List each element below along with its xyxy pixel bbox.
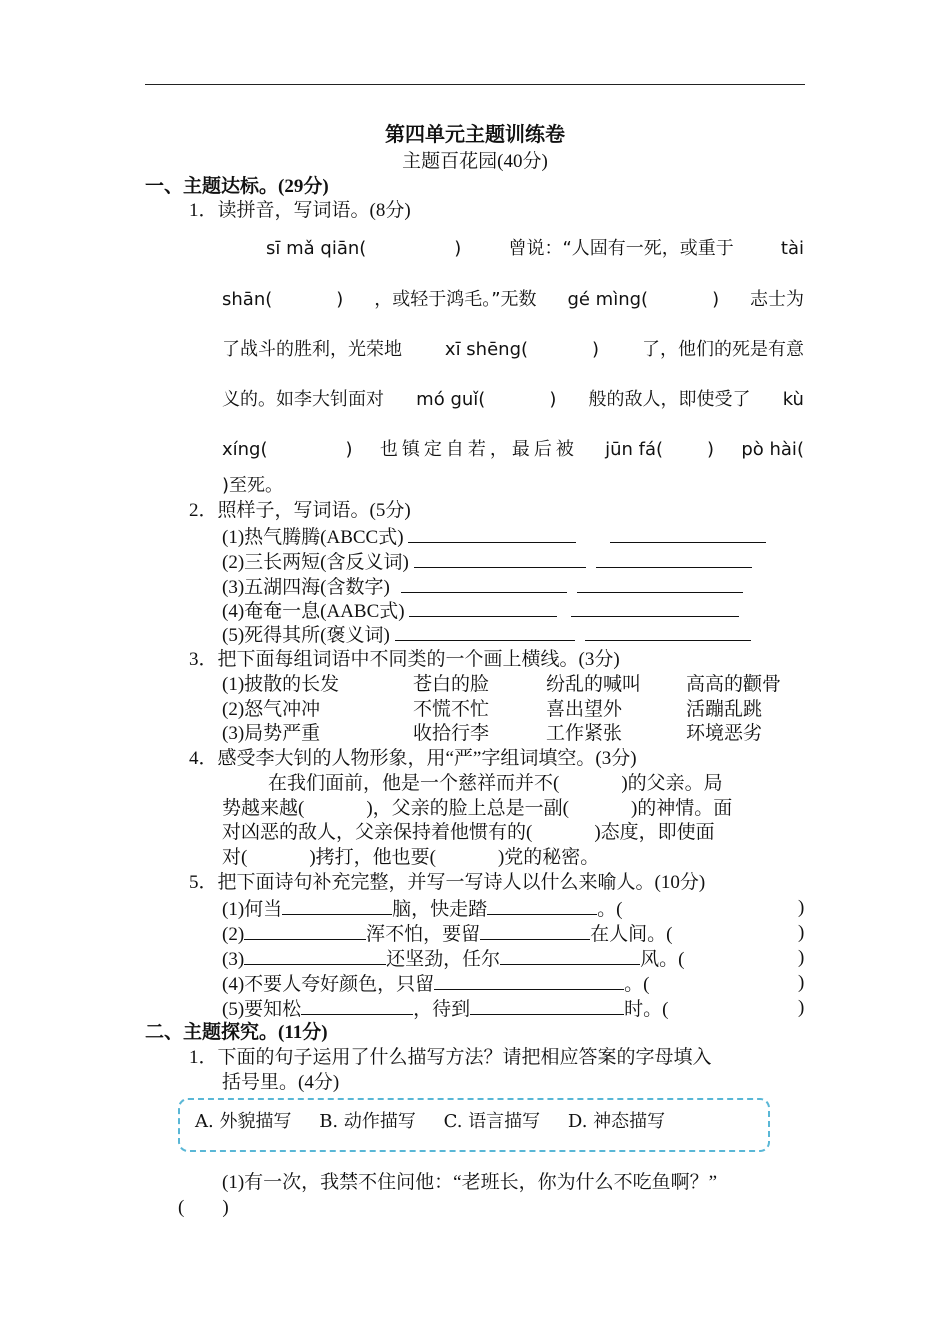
- q2-item: (5)死得其所(褒义词): [222, 622, 751, 648]
- option-b: B. 动作描写: [319, 1111, 416, 1132]
- q3-prompt: 3．把下面每组词语中不同类的一个画上横线。(3分): [189, 649, 620, 670]
- q2-item: (3)五湖四海(含数字): [222, 574, 743, 600]
- page-title: 第四单元主题训练卷: [385, 124, 565, 146]
- q2-item: (2)三长两短(含反义词): [222, 549, 752, 575]
- q5-poem-line: (3) 还坚劲，任尔 风。(: [222, 946, 685, 972]
- pinyin-word: xíng: [222, 439, 261, 460]
- q5-poem-line: (4)不要人夸好颜色，只留 。(: [222, 971, 649, 997]
- option-c: C. 语言描写: [443, 1111, 541, 1132]
- q4-line: 在我们面前，他是一个慈祥而并不( )的父亲。局: [268, 773, 723, 794]
- section2-heading: 二、主题探究。(11分): [145, 1022, 328, 1043]
- q5-poem-line: (1)何当 脑，快走踏 。(: [222, 896, 623, 922]
- q2-item: (1)热气腾腾(ABCC式): [222, 524, 766, 550]
- q4-line: 势越来越( )，父亲的脸上总是一副( )的神情。面: [222, 798, 733, 819]
- pinyin-word: sī mǎ qiān: [266, 238, 360, 259]
- q4-line: 对凶恶的敌人，父亲保持着他惯有的( )态度，即使面: [222, 822, 715, 843]
- pinyin-word: tài: [780, 238, 804, 259]
- section1-heading: 一、主题达标。(29分): [145, 176, 329, 197]
- q4-prompt: 4．感受李大钊的人物形象，用“严”字组词填空。(3分): [189, 748, 637, 769]
- q2-prompt: 2．照样子，写词语。(5分): [189, 500, 411, 521]
- q5-close-paren: ): [798, 997, 805, 1018]
- q5-close-paren: ): [798, 897, 805, 918]
- q5-close-paren: ): [798, 922, 805, 943]
- pinyin-word: gé mìng: [567, 289, 642, 310]
- s2-sentence-1: (1)有一次，我禁不住问他：“老班长，你为什么不吃鱼啊？”: [222, 1172, 718, 1193]
- q5-close-paren: ): [798, 947, 805, 968]
- s2-q1-prompt: 1．下面的句子运用了什么描写方法？请把相应答案的字母填入: [189, 1047, 712, 1068]
- q5-poem-line: (5)要知松 ，待到 时。(: [222, 996, 669, 1022]
- pinyin-word: mó guǐ: [416, 389, 479, 410]
- s2-q1-prompt-cont: 括号里。(4分): [222, 1072, 340, 1093]
- q2-item: (4)奄奄一息(AABC式): [222, 598, 739, 624]
- page-subtitle: 主题百花园(40分): [402, 151, 548, 172]
- pinyin-word: pò hài: [741, 439, 797, 460]
- pinyin-word: xī shēng: [444, 339, 521, 360]
- q4-line: 对( )拷打，他也要( )党的秘密。: [222, 847, 600, 868]
- pinyin-word: shān: [222, 289, 266, 310]
- top-rule: [145, 84, 805, 85]
- q5-close-paren: ): [798, 972, 805, 993]
- q1-prompt: 1．读拼音，写词语。(8分): [189, 200, 411, 221]
- q3-row: (1)披散的长发 苍白的脸 纷乱的喊叫 高高的颧骨: [222, 674, 782, 695]
- q5-prompt: 5．把下面诗句补充完整，并写一写诗人以什么来喻人。(10分): [189, 872, 706, 893]
- option-a: A. 外貌描写: [195, 1111, 292, 1132]
- options-row: [195, 1110, 687, 1134]
- pinyin-word: jūn fá: [605, 439, 656, 460]
- answer-paren: ( ): [178, 1197, 229, 1218]
- q3-row: (2)怒气冲冲 不慌不忙 喜出望外 活蹦乱跳: [222, 699, 763, 720]
- q3-row: (3)局势严重 收拾行李 工作紧张 环境恶劣: [222, 723, 763, 744]
- option-d: D. 神态描写: [567, 1111, 666, 1132]
- pinyin-word: kù: [782, 389, 804, 410]
- q5-poem-line: (2) 浑不怕，要留 在人间。(: [222, 921, 673, 947]
